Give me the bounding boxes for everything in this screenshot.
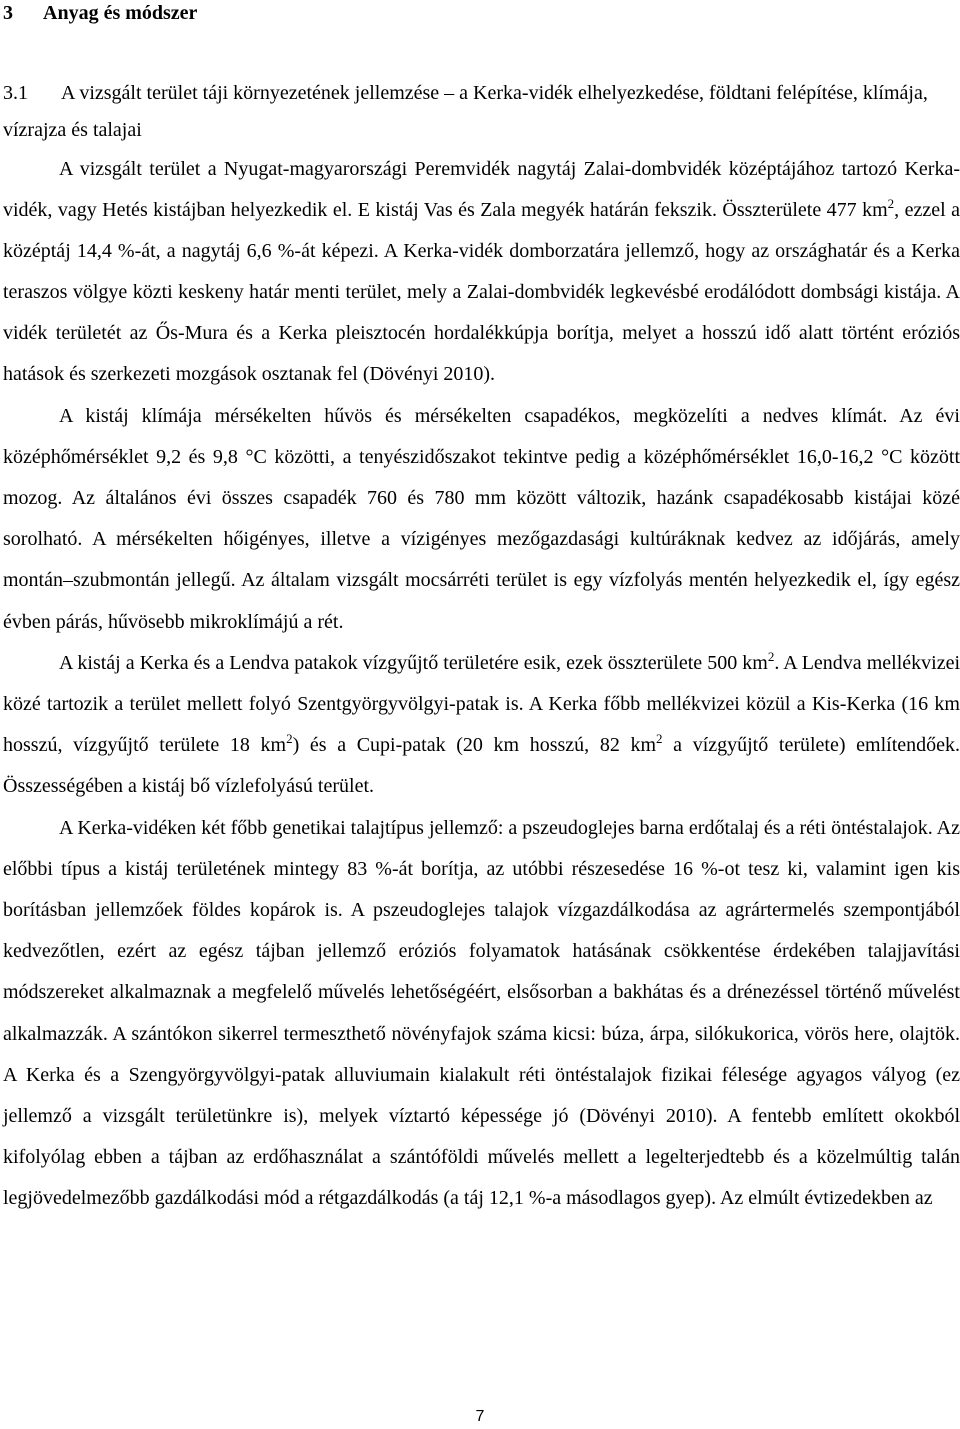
paragraph-text: . A Lendva mellékvizei közé tartozik a terület mellett folyó Szentgyörgyvölgyi-patak is. A Kerka főbb mellékvizei közül a Kis-Kerka (16 km hosszú, vízgyűjtő területe 18 km [3,651,960,757]
chapter-heading [3,0,197,26]
chapter-title: Anyag és módszer [43,2,198,24]
paragraph-location [3,149,960,396]
paragraph-text: A vizsgált terület a Nyugat-magyarországi Peremvidék nagytáj Zalai-dombvidék középtájához tartozó Kerka-vidék, vagy Hetés kistájban helyezkedik el. E kistáj Vas és Zala megyék határán fekszik. Összterülete 477 km [3,158,960,222]
page-number: 7 [475,1408,485,1425]
superscript: 2 [887,196,895,212]
paragraph-soils: A Kerka-vidéken két főbb genetikai talajtípus jellemző: a pszeudoglejes barna erdőtalaj és a réti öntéstalajok. Az előbbi típus a kistáj területének mintegy 83 %-át borítja, az utóbbi részesedése 16 %-ot tesz ki, valamint igen kis borításban jellemzőek földes kopárok is. A pszeudoglejes talajok vízgazdálkodása az agrártermelés szempontjából kedvezőtlen, ezért az egész tájban jellemző eróziós folyamatok hatásának csökkentése érdekében talajjavítási módszereket alkalmaznak a megfelelő művelés lehetőségéért, elsősorban a bakhátas és a drénezéssel történő művelést alkalmazzák. A szántókon sikerrel termeszthető növényfajok száma kicsi: búza, árpa, silókukorica, vörös here, olajtök. A Kerka és a Szengyörgyvölgyi-patak alluviumain kialakult réti öntéstalajok fizikai félesége agyagos vályog (ez jellemző a vizsgált területünkre is), melyek víztartó képessége jó (Dövényi 2010). A fentebb említett okokból kifolyólag ebben a tájban az erdőhasználat a szántóföldi művelés mellett a legelterjedtebb és a közelmúltig talán legjövedelmezőbb gazdálkodási mód a rétgazdálkodás (a táj 12,1 %-a másodlagos gyep). Az elmúlt évtizedekben az [3,816,960,1210]
section-heading [3,75,957,149]
paragraph-text: A kistáj a Kerka és a Lendva patakok vízgyűjtő területére esik, ezek összterülete 500 km [59,651,768,674]
section-number: 3.1 [3,82,28,104]
paragraph-hydrology [3,643,960,808]
superscript: 2 [767,648,775,664]
chapter-number: 3 [3,2,13,24]
paragraph-text: ) és a Cupi-patak (20 km hosszú, 82 km [292,734,657,757]
paragraph-text: , ezzel a középtáj 14,4 %-át, a nagytáj 6,6 %-át képezi. A Kerka-vidék domborzatára jellemző, hogy az országhatár és a Kerka teraszos völgye közti keskeny határ menti terület, mely a Zalai-dombvidék legkevésbé erodálódott dombsági kistája. A vidék területét az Ős-Mura és a Kerka pleisztocén hordalékkúpja borítja, melyet a hosszú idő alatt történt eróziós hatások és szerkezeti mozgások osztanak fel (Dövényi 2010). [3,199,960,386]
body-text [3,149,960,1220]
section-title: A vizsgált terület táji környezetének jellemzése – a Kerka-vidék elhelyezkedése, földtani felépítése, klímája, vízrajza és talajai [3,82,928,141]
superscript: 2 [286,731,293,747]
superscript: 2 [656,731,663,747]
paragraph-climate: A kistáj klímája mérsékelten hűvös és mérsékelten csapadékos, megközelíti a nedves klímát. Az évi középhőmérséklet 9,2 és 9,8 °C közötti, a tenyészidőszakot tekintve pedig a középhőmérséklet 16,0-16,2 °C között mozog. Az általános évi összes csapadék 760 és 780 mm között változik, hazánk csapadékosabb kistájai közé sorolható. A mérsékelten hőigényes, illetve a vízigényes mezőgazdasági kultúráknak kedvez az időjárás, amely montán–szubmontán jellegű. Az általam vizsgált mocsárréti terület is egy vízfolyás mentén helyezkedik el, így egész évben párás, hűvösebb mikroklímájú a rét. [3,404,960,633]
paragraph-text: a vízgyűjtő területe) említendőek. Összességében a kistáj bő vízlefolyású terület. [3,734,960,798]
